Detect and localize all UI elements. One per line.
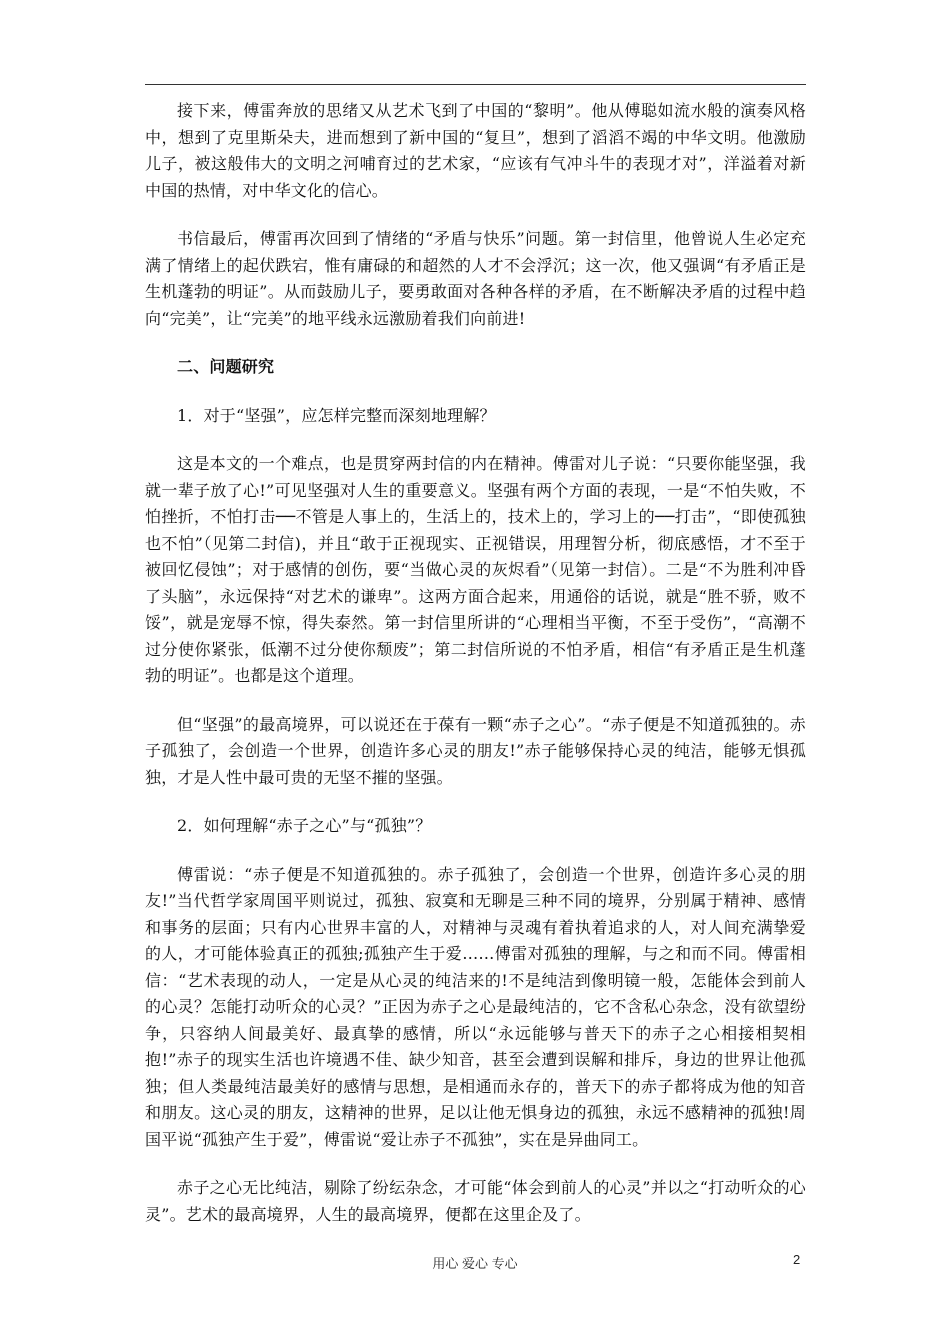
document-body bbox=[145, 98, 806, 1228]
paragraph-gap bbox=[145, 332, 806, 354]
footer-motto: 用心 爱心 专心 bbox=[432, 1256, 518, 1271]
question-heading-1: 1．对于“坚强”，应怎样完整而深刻地理解？ bbox=[177, 405, 496, 425]
section-heading: 二、问题研究 bbox=[177, 357, 275, 376]
paragraph-gap bbox=[145, 791, 806, 813]
paragraph-gap bbox=[145, 1153, 806, 1175]
paragraph: 赤子之心无比纯洁，剔除了纷纭杂念，才可能“体会到前人的心灵”并以之“打动听众的心灵”。艺术的最高境界，人生的最高境界，便都在这里企及了。 bbox=[145, 1178, 806, 1224]
paragraph: 书信最后，傅雷再次回到了情绪的“矛盾与快乐”问题。第一封信里，他曾说人生必定充满了情绪上的起伏跌宕，惟有庸碌的和超然的人才不会浮沉；这一次，他又强调“有矛盾正是生机蓬勃的明证”。从而鼓励儿子，要勇敢面对各种各样的矛盾，在不断解决矛盾的过程中趋向“完美”，让“完美”的地平线永远激励着我们向前进! bbox=[145, 229, 806, 328]
paragraph: 接下来，傅雷奔放的思绪又从艺术飞到了中国的“黎明”。他从傅聪如流水般的演奏风格中，想到了克里斯朵夫，进而想到了新中国的“复旦”，想到了滔滔不竭的中华文明。他激励儿子，被这般伟大的文明之河哺育过的艺术家，“应该有气冲斗牛的表现才对”，洋溢着对新中国的热情，对中华文化的信心。 bbox=[145, 101, 806, 200]
paragraph-gap bbox=[145, 381, 806, 403]
paragraph-gap bbox=[145, 204, 806, 226]
paragraph: 但“坚强”的最高境界，可以说还在于葆有一颗“赤子之心”。“赤子便是不知道孤独的。赤子孤独了，会创造一个世界，创造许多心灵的朋友!”赤子能够保持心灵的纯洁，能够无惧孤独，才是人性中最可贵的无坚不摧的坚强。 bbox=[145, 714, 806, 787]
paragraph: 傅雷说：“赤子便是不知道孤独的。赤子孤独了，会创造一个世界，创造许多心灵的朋友!”当代哲学家周国平则说过，孤独、寂寞和无聊是三种不同的境界，分别属于精神、感情和事务的层面；只有内心世界丰富的人，对精神与灵魂有着执着追求的人，对人间充满挚爱的人，才可能体验真正的孤独;孤独产生于爱……傅雷对孤独的理解，与之和而不同。傅雷相信：“艺术表现的动人，一定是从心灵的纯洁来的!不是纯洁到像明镜一般，怎能体会到前人的心灵？怎能打动听众的心灵？”正因为赤子之心是最纯洁的，它不含私心杂念，没有欲望纷争，只容纳人间最美好、最真挚的感情，所以“永远能够与普天下的赤子之心相接相契相抱!”赤子的现实生活也许境遇不佳、缺少知音，甚至会遭到误解和排斥，身边的世界让他孤独；但人类最纯洁最美好的感情与思想，是相通而永存的，普天下的赤子都将成为他的知音和朋友。这心灵的朋友，这精神的世界，足以让他无惧身边的孤独，永远不感精神的孤独!周国平说“孤独产生于爱”，傅雷说“爱让赤子不孤独”，实在是异曲同工。 bbox=[145, 864, 806, 1149]
question-heading-2: 2．如何理解“赤子之心”与“孤独”？ bbox=[177, 816, 432, 835]
paragraph-gap bbox=[145, 690, 806, 712]
page-number: 2 bbox=[793, 1252, 801, 1267]
header-rule bbox=[145, 84, 806, 85]
paragraph: 这是本文的一个难点，也是贯穿两封信的内在精神。傅雷对儿子说：“只要你能坚强，我就一辈子放了心!”可见坚强对人生的重要意义。坚强有两个方面的表现，一是“不怕失败，不怕挫折，不怕打击──不管是人事上的，生活上的，技术上的，学习上的──打击”，“即使孤独也不怕”（见第二封信)，并且“敢于正视现实、正视错误，用理智分析，彻底感悟，才不至于被回忆侵蚀”；对于感情的创伤，要“当做心灵的灰烬看”（见第一封信）。二是“不为胜利冲昏了头脑”，永远保持“对艺术的谦卑”。这两方面合起来，用通俗的话说，就是“胜不骄，败不馁”，就是宠辱不惊，得失泰然。第一封信里所讲的“心理相当平衡，不至于受伤”，“高潮不过分使你紧张，低潮不过分使你颓废”；第二封信所说的不怕矛盾，相信“有矛盾正是生机蓬勃的明证”。也都是这个道理。 bbox=[145, 454, 806, 685]
paragraph-gap bbox=[145, 840, 806, 862]
paragraph-gap bbox=[145, 429, 806, 451]
